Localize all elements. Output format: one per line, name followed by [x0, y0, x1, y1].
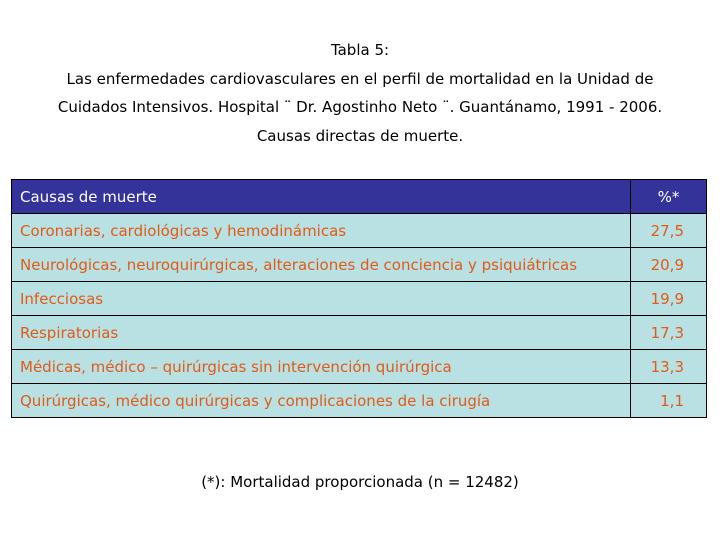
caption-line-2: Cuidados Intensivos. Hospital ¨ Dr. Agostinho Neto ¨. Guantánamo, 1991 - 2006.: [57, 98, 663, 117]
row-cause: Coronarias, cardiológicas y hemodinámicas: [12, 214, 631, 248]
row-percent: 19,9: [631, 282, 707, 316]
table-caption: [0, 36, 720, 150]
row-cause: Quirúrgicas, médico quirúrgicas y complicaciones de la cirugía: [12, 384, 631, 418]
table-row: [12, 384, 707, 418]
row-percent: 27,5: [631, 214, 707, 248]
table-row: [12, 316, 707, 350]
caption-line-3: Causas directas de muerte.: [256, 126, 464, 145]
row-percent: 1,1: [631, 384, 707, 418]
mortality-causes-table: [11, 179, 707, 418]
row-percent: 13,3: [631, 350, 707, 384]
header-percent: %*: [631, 180, 707, 214]
caption-table-number: Tabla 5:: [330, 41, 390, 59]
table-row: [12, 214, 707, 248]
header-cause: Causas de muerte: [12, 180, 631, 214]
footnote: (*): Mortalidad proporcionada (n = 12482): [201, 473, 519, 491]
row-cause: Infecciosas: [12, 282, 631, 316]
row-percent: 17,3: [631, 316, 707, 350]
row-cause: Neurológicas, neuroquirúrgicas, alteraciones de conciencia y psiquiátricas: [12, 248, 631, 282]
row-cause: Respiratorias: [12, 316, 631, 350]
table-row: [12, 248, 707, 282]
table-row: [12, 282, 707, 316]
row-percent: 20,9: [631, 248, 707, 282]
table-header-row: [12, 180, 707, 214]
row-cause: Médicas, médico – quirúrgicas sin intervención quirúrgica: [12, 350, 631, 384]
table-row: [12, 350, 707, 384]
caption-line-1: Las enfermedades cardiovasculares en el perfil de mortalidad en la Unidad de: [66, 69, 654, 88]
